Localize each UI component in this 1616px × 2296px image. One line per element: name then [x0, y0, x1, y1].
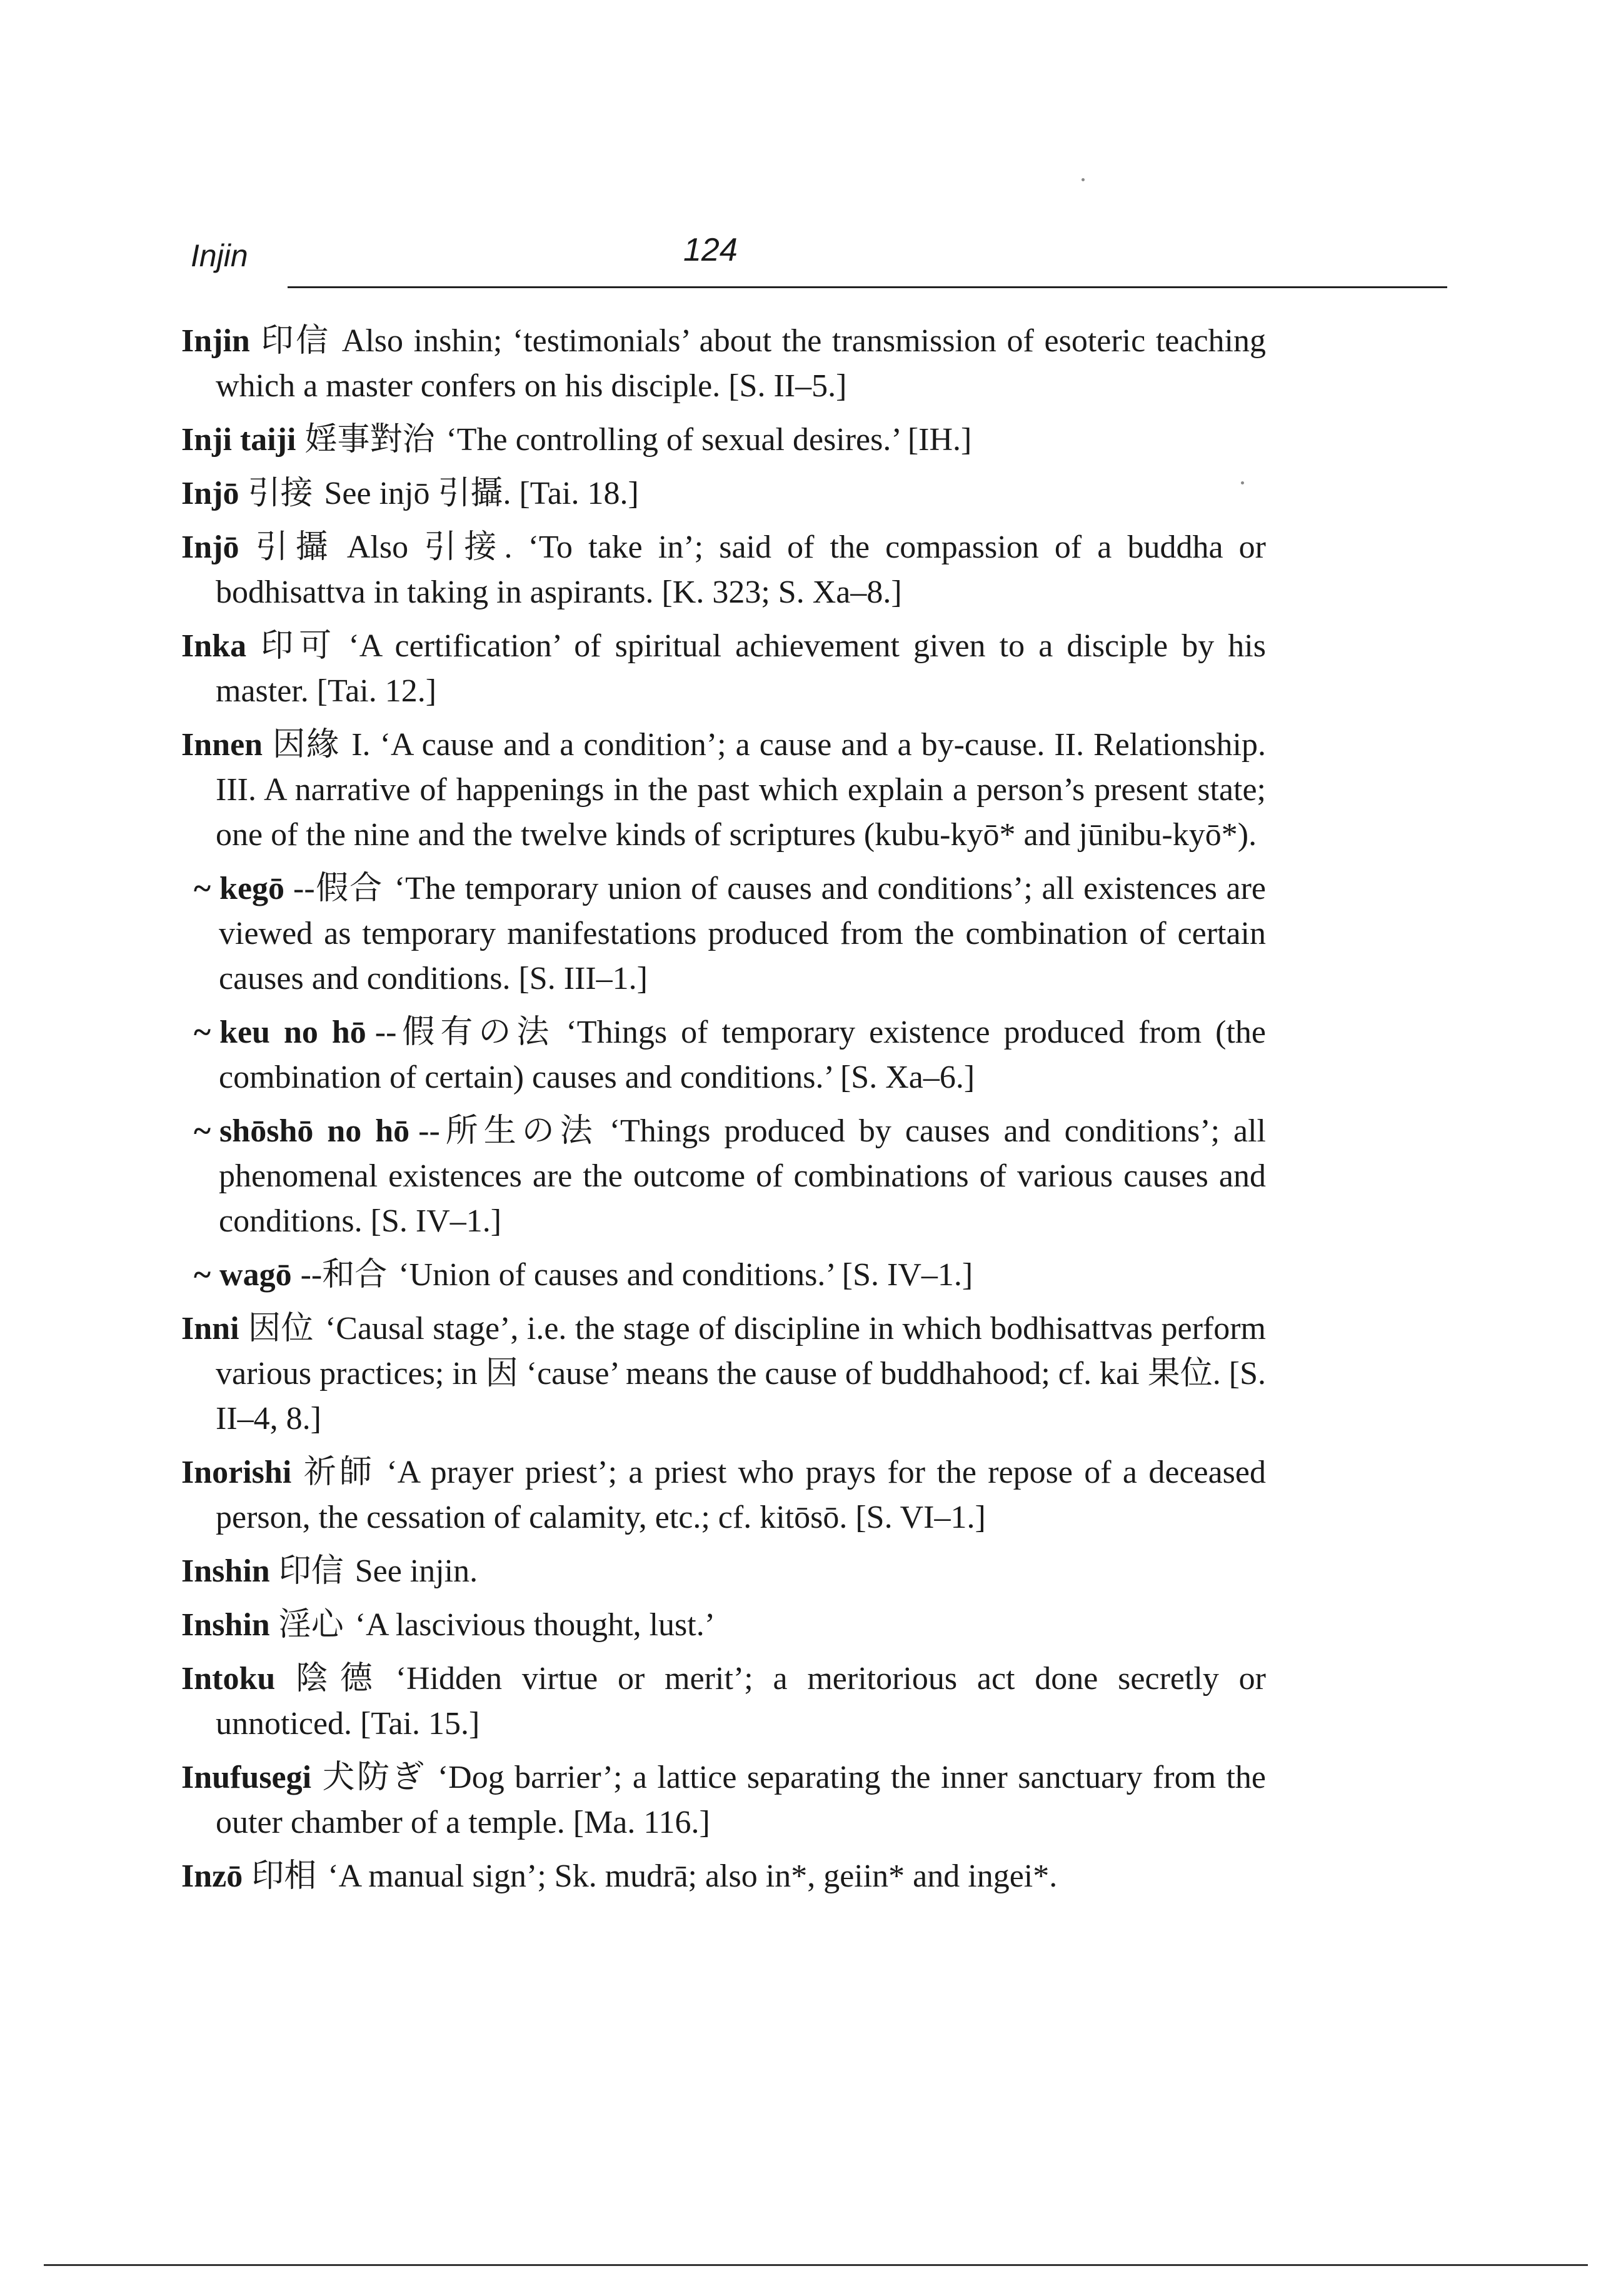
definition: Also inshin; ‘testimonials’ about the transmission of esoteric teaching which a master confers on his disciple. [216, 323, 1266, 404]
kanji: 犬防ぎ [320, 1760, 426, 1795]
reference: [S. IV–1.] [370, 1203, 502, 1239]
headword: wagō [219, 1257, 292, 1293]
definition: ‘Things of temporary existence produced from (the combination of certain) causes and conditions.’ [219, 1015, 1266, 1095]
entry-inka [181, 624, 1266, 714]
kanji: 因緣 [271, 727, 341, 763]
page-number: 124 [683, 232, 738, 268]
headword: Inshin [181, 1607, 270, 1643]
entry-inzo [181, 1854, 1266, 1899]
headword: kegō [219, 871, 285, 906]
headword: Injin [181, 323, 250, 359]
headword: Inni [181, 1311, 239, 1346]
definition: ‘Hidden virtue or merit’; a meritorious act done secretly or unnoticed. [216, 1661, 1266, 1742]
reference: [S. II–4, 8.] [216, 1356, 1267, 1436]
reference: [S. IV–1.] [841, 1257, 973, 1293]
page-edge-rule [44, 2264, 1588, 2266]
definition: ‘A lascivious thought, lust.’ [354, 1607, 716, 1643]
reference: [S. III–1.] [518, 961, 648, 996]
entry-inorishi [181, 1450, 1266, 1540]
kanji: 因位 [248, 1311, 314, 1346]
kanji: --所生の法 [418, 1113, 598, 1149]
reference: [S. Xa–6.] [840, 1060, 975, 1095]
definition: ‘Union of causes and conditions.’ [398, 1257, 834, 1293]
headword: Inji taiji [181, 422, 296, 458]
headword: Inorishi [181, 1455, 292, 1490]
kanji: 引接 [248, 476, 313, 511]
definition: ‘A certification’ of spiritual achievement given to a disciple by his master. [216, 628, 1266, 709]
header-rule [288, 286, 1447, 288]
headword: keu no hō [219, 1015, 366, 1050]
dictionary-entries [181, 319, 1266, 1908]
definition: ‘The controlling of sexual desires.’ [446, 422, 900, 458]
definition: See injin. [354, 1553, 478, 1589]
headword: Intoku [181, 1661, 276, 1697]
entry-injo-1 [181, 471, 1266, 516]
entry-inshin-1 [181, 1549, 1266, 1594]
definition: I. ‘A cause and a condition’; a cause and a by-cause. II. Relationship. III. A narrative of happenings in the past which explain a person’s present state; one of the nine and the twelve kinds of scriptures (kubu-kyō* and jūnibu-kyō*). [216, 727, 1266, 853]
reference: [Ma. 116.] [573, 1805, 710, 1840]
kanji: 婬事對治 [304, 422, 435, 458]
tilde-mark: ~ [194, 1015, 211, 1050]
subentry-shosho-no-ho [181, 1109, 1266, 1244]
reference: [S. VI–1.] [855, 1500, 986, 1535]
page-header [191, 231, 1260, 288]
subentry-wago [181, 1253, 1266, 1298]
definition: ‘Causal stage’, i.e. the stage of discipline in which bodhisattvas perform various practices; in 因 ‘cause’ means the cause of buddhahood; cf. kai 果位. [216, 1311, 1266, 1391]
definition: ‘A manual sign’; Sk. mudrā; also in*, geiin* and ingei*. [328, 1858, 1058, 1894]
entry-inufusegi [181, 1755, 1266, 1845]
definition: ‘The temporary union of causes and conditions’; all existences are viewed as temporary manifestations produced from the combination of certain causes and conditions. [219, 871, 1267, 996]
subentry-kego [181, 866, 1266, 1001]
headword: Innen [181, 727, 263, 763]
tilde-mark: ~ [194, 871, 211, 906]
entry-inni [181, 1306, 1266, 1441]
entry-innen [181, 723, 1266, 858]
kanji: 引攝 [248, 529, 336, 565]
headword: Inufusegi [181, 1760, 312, 1795]
tilde-mark: ~ [194, 1113, 211, 1149]
kanji: 淫心 [278, 1607, 344, 1643]
reference: [Tai. 15.] [360, 1706, 480, 1742]
headword: Inka [181, 628, 247, 664]
entry-inshin-2 [181, 1603, 1266, 1648]
running-head: Injin [191, 238, 248, 273]
headword: Injō [181, 476, 239, 511]
reference: [K. 323; S. Xa–8.] [661, 574, 902, 610]
reference: [Tai. 18.] [519, 476, 639, 511]
headword: shōshō no hō [219, 1113, 410, 1149]
entry-intoku [181, 1657, 1266, 1747]
definition: ‘A prayer priest’; a priest who prays for the repose of a deceased person, the cessation of calamity, etc.; cf. kitōsō. [216, 1455, 1266, 1535]
reference: [IH.] [907, 422, 972, 458]
kanji: 印相 [251, 1858, 317, 1894]
definition: ‘Things produced by causes and conditions’; all phenomenal existences are the outcome of combinations of various causes and conditions. [219, 1113, 1266, 1239]
definition: Also 引接. ‘To take in’; said of the compassion of a buddha or bodhisattva in taking in aspirants. [216, 529, 1266, 610]
kanji: --假有の法 [374, 1015, 555, 1050]
entry-inji-taiji [181, 418, 1266, 463]
definition: ‘Dog barrier’; a lattice separating the inner sanctuary from the outer chamber of a temple. [216, 1760, 1266, 1840]
scan-speck [1241, 481, 1244, 484]
scan-speck [1082, 178, 1085, 181]
definition: See injō 引攝. [324, 476, 511, 511]
kanji: --和合 [300, 1257, 388, 1293]
kanji: 祈師 [300, 1455, 376, 1490]
entry-injin [181, 319, 1266, 409]
kanji: 印信 [258, 323, 331, 359]
kanji: 陰德 [284, 1661, 384, 1697]
tilde-mark: ~ [194, 1257, 211, 1293]
reference: [Tai. 12.] [316, 673, 437, 709]
headword: Inzō [181, 1858, 243, 1894]
subentry-keu-no-ho [181, 1010, 1266, 1100]
entry-injo-2 [181, 525, 1266, 615]
kanji: 印可 [255, 628, 338, 664]
reference: [S. II–5.] [728, 368, 847, 404]
headword: Inshin [181, 1553, 270, 1589]
headword: Injō [181, 529, 239, 565]
kanji: 印信 [278, 1553, 344, 1589]
kanji: --假合 [293, 871, 383, 906]
